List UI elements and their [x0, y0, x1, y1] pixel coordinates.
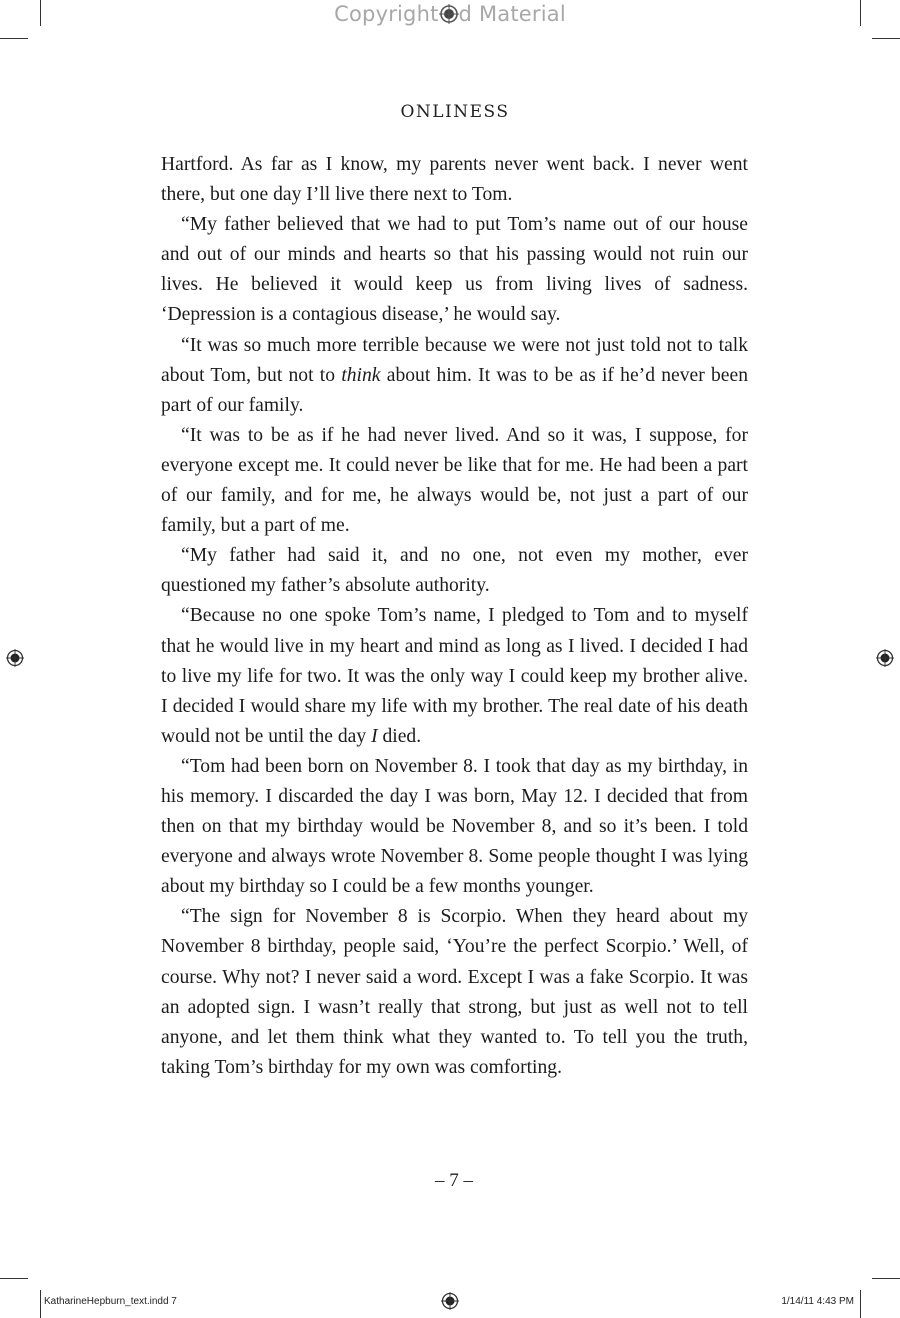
watermark-text-start: Copyright	[334, 2, 439, 26]
slug-date-info: 1/14/11 4:43 PM	[781, 1296, 854, 1307]
registration-target-icon	[6, 649, 24, 667]
paragraph-text: “Tom had been born on November 8. I took that day as my birthday, in his memory. I discarded the day I was born, May 12. I decided that from then on that my birthday would be November 8, and so it’s been. I told everyone and always wrote November 8. Some people thought I was lying about my birthday so I could be a few months younger.	[161, 755, 748, 898]
paragraph-text: about him. It was to be as if he’d never been part of our family.	[161, 364, 748, 416]
paragraph	[161, 601, 748, 751]
paragraph-text: “The sign for November 8 is Scorpio. When they heard about my November 8 birthday, people said, ‘You’re the perfect Scorpio.’ Well, of course. Why not? I never said a word. Except I was a fake Scorpio. It was an adopted sign. I wasn’t really that strong, but just as well not to tell anyone, and let them think what they wanted to. To tell you the truth, taking Tom’s birthday for my own was comforting.	[161, 906, 748, 1078]
registration-target-icon	[441, 1292, 459, 1310]
paragraph-text: died.	[377, 725, 422, 747]
copyright-watermark	[0, 2, 900, 26]
crop-mark-bottom-left-horizontal	[0, 1278, 28, 1279]
crop-mark-bottom-left-vertical	[40, 1290, 41, 1318]
slug-file-info: KatharineHepburn_text.indd 7	[44, 1296, 177, 1307]
crop-mark-top-left-vertical	[40, 0, 41, 26]
paragraph	[161, 210, 748, 330]
paragraph-text: Hartford. As far as I know, my parents never went back. I never went there, but one day I’ll live there next to Tom.	[161, 154, 748, 206]
paragraph-text: “Because no one spoke Tom’s name, I pledged to Tom and to myself that he would live in my heart and mind as long as I lived. I decided I had to live my life for two. It was the only way I could keep my brother alive. I decided I would share my life with my brother. The real date of his death would not be until the day	[161, 605, 748, 747]
paragraph-text: “My father believed that we had to put Tom’s name out of our house and out of our minds and hearts so that his passing would not ruin our lives. He believed it would keep us from living lives of sadness. ‘Depression is a contagious disease,’ he would say.	[161, 214, 748, 326]
paragraph	[161, 902, 748, 1083]
crop-mark-bottom-right-horizontal	[872, 1278, 900, 1279]
paragraph	[161, 752, 748, 902]
crop-mark-top-left-horizontal	[0, 38, 28, 39]
page-number: – 7 –	[435, 1170, 473, 1191]
paragraph	[161, 421, 748, 541]
paragraph-text: “It was so much more terrible because we were not just told not to talk about Tom, but not to	[161, 334, 748, 386]
crop-mark-bottom-right-vertical	[860, 1290, 861, 1318]
body-text	[161, 150, 748, 1083]
paragraph	[161, 331, 748, 421]
crop-mark-top-right-horizontal	[872, 38, 900, 39]
watermark-text-end: d Material	[458, 2, 566, 26]
italic-text: I	[371, 725, 378, 747]
registration-target-icon	[439, 4, 459, 24]
registration-target-icon	[876, 649, 894, 667]
paragraph-text: “My father had said it, and no one, not even my mother, ever questioned my father’s absolute authority.	[161, 545, 748, 597]
paragraph	[161, 541, 748, 601]
crop-mark-top-right-vertical	[860, 0, 861, 26]
paragraph	[161, 150, 748, 210]
paragraph-text: “It was to be as if he had never lived. And so it was, I suppose, for everyone except me. It could never be like that for me. He had been a part of our family, and for me, he always would be, not just a part of our family, but a part of me.	[161, 424, 748, 537]
running-head: ONLINESS	[400, 102, 510, 122]
italic-text: think	[341, 364, 381, 386]
